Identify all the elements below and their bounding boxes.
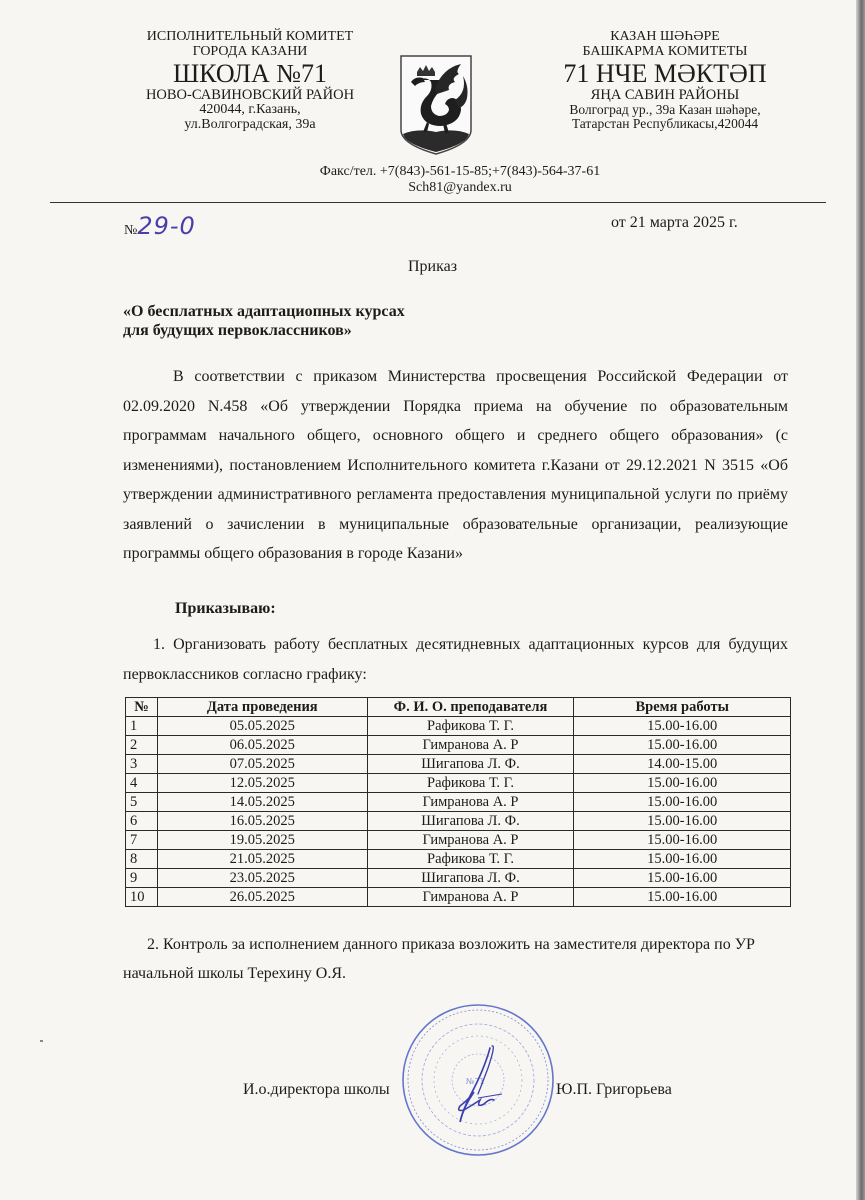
contacts [300, 164, 620, 196]
cell-date: 23.05.2025 [157, 869, 367, 888]
table-row [126, 812, 791, 831]
table-row [126, 793, 791, 812]
order-item-1-text: Организовать работу бесплатных десятидневных адаптационных курсов для будущих первоклассников согласно графику: [123, 636, 789, 683]
letterhead-left-line1: ИСПОЛНИТЕЛЬНЫЙ КОМИТЕТ [146, 29, 354, 44]
cell-date: 16.05.2025 [157, 812, 367, 831]
cell-date: 07.05.2025 [157, 755, 367, 774]
table-row [126, 774, 791, 793]
column-header-teacher: Ф. И. О. преподавателя [367, 698, 574, 717]
table-row [126, 755, 791, 774]
cell-time: 15.00-16.00 [574, 812, 791, 831]
letterhead-divider [50, 202, 826, 203]
scan-speck [40, 1040, 43, 1042]
cell-time: 15.00-16.00 [574, 850, 791, 869]
cell-time: 15.00-16.00 [574, 793, 791, 812]
school-name-tt: 71 НЧЕ МӘКТӘП [563, 59, 767, 89]
table-row [126, 869, 791, 888]
address-tt-1: Волгоград ур., 39а Казан шәһәре, [569, 101, 761, 117]
address-tt-2: Татарстан Республикасы,420044 [571, 116, 759, 132]
order-item-1-number: 1. [153, 636, 165, 653]
cell-date: 12.05.2025 [157, 774, 367, 793]
order-number-prefix: № [124, 223, 138, 238]
cell-time: 14.00-15.00 [574, 755, 791, 774]
letterhead-right [540, 30, 790, 131]
phone-fax: Факс/тел. +7(843)-561-15-85;+7(843)-564-37-61 [319, 164, 601, 179]
column-header-time: Время работы [574, 698, 791, 717]
district-ru: НОВО-САВИНОВСКИЙ РАЙОН [145, 86, 355, 103]
handwritten-signature-icon [430, 1040, 520, 1130]
cell-time: 15.00-16.00 [574, 717, 791, 736]
order-subject-line2: для будущих первоклассников» [123, 322, 352, 340]
cell-teacher: Рафикова Т. Г. [367, 850, 574, 869]
orders-heading: Приказываю: [175, 600, 276, 617]
cell-date: 05.05.2025 [157, 717, 367, 736]
cell-teacher: Гимранова А. Р [367, 831, 574, 850]
cell-teacher: Рафикова Т. Г. [367, 774, 574, 793]
order-subject [123, 302, 405, 340]
order-item-2 [123, 930, 803, 988]
cell-teacher: Гимранова А. Р [367, 736, 574, 755]
cell-number: 3 [126, 755, 158, 774]
table-row [126, 888, 791, 907]
cell-number: 1 [126, 717, 158, 736]
cell-date: 14.05.2025 [157, 793, 367, 812]
order-item-2-number: 2. [147, 936, 159, 953]
letterhead-right-line2: БАШКАРМА КОМИТЕТЫ [582, 43, 748, 59]
cell-number: 2 [126, 736, 158, 755]
cell-teacher: Рафикова Т. Г. [367, 717, 574, 736]
cell-time: 15.00-16.00 [574, 869, 791, 888]
signatory-title: И.о.директора школы [243, 1081, 390, 1098]
cell-number: 8 [126, 850, 158, 869]
cell-number: 6 [126, 812, 158, 831]
cell-date: 21.05.2025 [157, 850, 367, 869]
table-row [126, 850, 791, 869]
order-number [124, 212, 196, 240]
letterhead-right-line1: КАЗАН ШӘҺӘРЕ [610, 29, 720, 44]
order-date: от 21 марта 2025 г. [611, 214, 738, 231]
cell-teacher: Шигапова Л. Ф. [367, 812, 574, 831]
column-header-number: № [126, 698, 158, 717]
cell-time: 15.00-16.00 [574, 774, 791, 793]
cell-time: 15.00-16.00 [574, 888, 791, 907]
order-subject-line1: «О бесплатных адаптациопных курсах [123, 303, 405, 320]
cell-teacher: Шигапова Л. Ф. [367, 755, 574, 774]
address-ru-1: 420044, г.Казань, [199, 101, 301, 117]
district-tt: ЯҢА САВИН РАЙОНЫ [590, 86, 740, 103]
cell-teacher: Шигапова Л. Ф. [367, 869, 574, 888]
scan-page-edge [856, 0, 865, 1200]
address-ru-2: ул.Волгоградская, 39а [184, 116, 316, 132]
preamble-text: В соответствии с приказом Министерства просвещения Российской Федерации от 02.09.2020 N.458 «Об утверждении Порядка приема на обучение по образовательным программам начального общего, основного общего и среднего общего образования» (с изменениями), постановлением Исполнительного комитета г.Казани от 29.12.2021 N 3515 «Об утверждении административного регламента предоставления муниципальной услуги по приёму заявлений о зачислении в муниципальные образовательные организации, реализующие программы общего образования в городе Казани» [123, 368, 788, 562]
order-number-handwritten: 29-0 [137, 212, 196, 240]
svg-text:№71: №71 [466, 1077, 485, 1086]
table-row [126, 736, 791, 755]
cell-number: 10 [126, 888, 158, 907]
cell-number: 9 [126, 869, 158, 888]
order-item-2-text: Контроль за исполнением данного приказа возложить на заместителя директора по УР начальной школы Терехину О.Я. [123, 936, 755, 982]
cell-date: 06.05.2025 [157, 736, 367, 755]
preamble-paragraph [123, 362, 788, 569]
cell-time: 15.00-16.00 [574, 831, 791, 850]
table-header-row [126, 698, 791, 717]
schedule-table [125, 697, 791, 907]
signatory-name: Ю.П. Григорьева [556, 1081, 672, 1098]
cell-date: 26.05.2025 [157, 888, 367, 907]
cell-number: 4 [126, 774, 158, 793]
document-title: Приказ [407, 258, 458, 275]
letterhead-left [105, 30, 395, 132]
school-name-ru: ШКОЛА №71 [172, 59, 328, 89]
column-header-date: Дата проведения [157, 698, 367, 717]
cell-teacher: Гимранова А. Р [367, 888, 574, 907]
cell-number: 7 [126, 831, 158, 850]
cell-teacher: Гимранова А. Р [367, 793, 574, 812]
order-item-1 [123, 630, 788, 689]
table-row [126, 717, 791, 736]
letterhead-left-line2: ГОРОДА КАЗАНИ [192, 43, 308, 59]
table-row [126, 831, 791, 850]
kazan-coat-of-arms-icon [397, 52, 475, 156]
cell-time: 15.00-16.00 [574, 736, 791, 755]
cell-date: 19.05.2025 [157, 831, 367, 850]
cell-number: 5 [126, 793, 158, 812]
email: Sch81@yandex.ru [408, 180, 512, 196]
